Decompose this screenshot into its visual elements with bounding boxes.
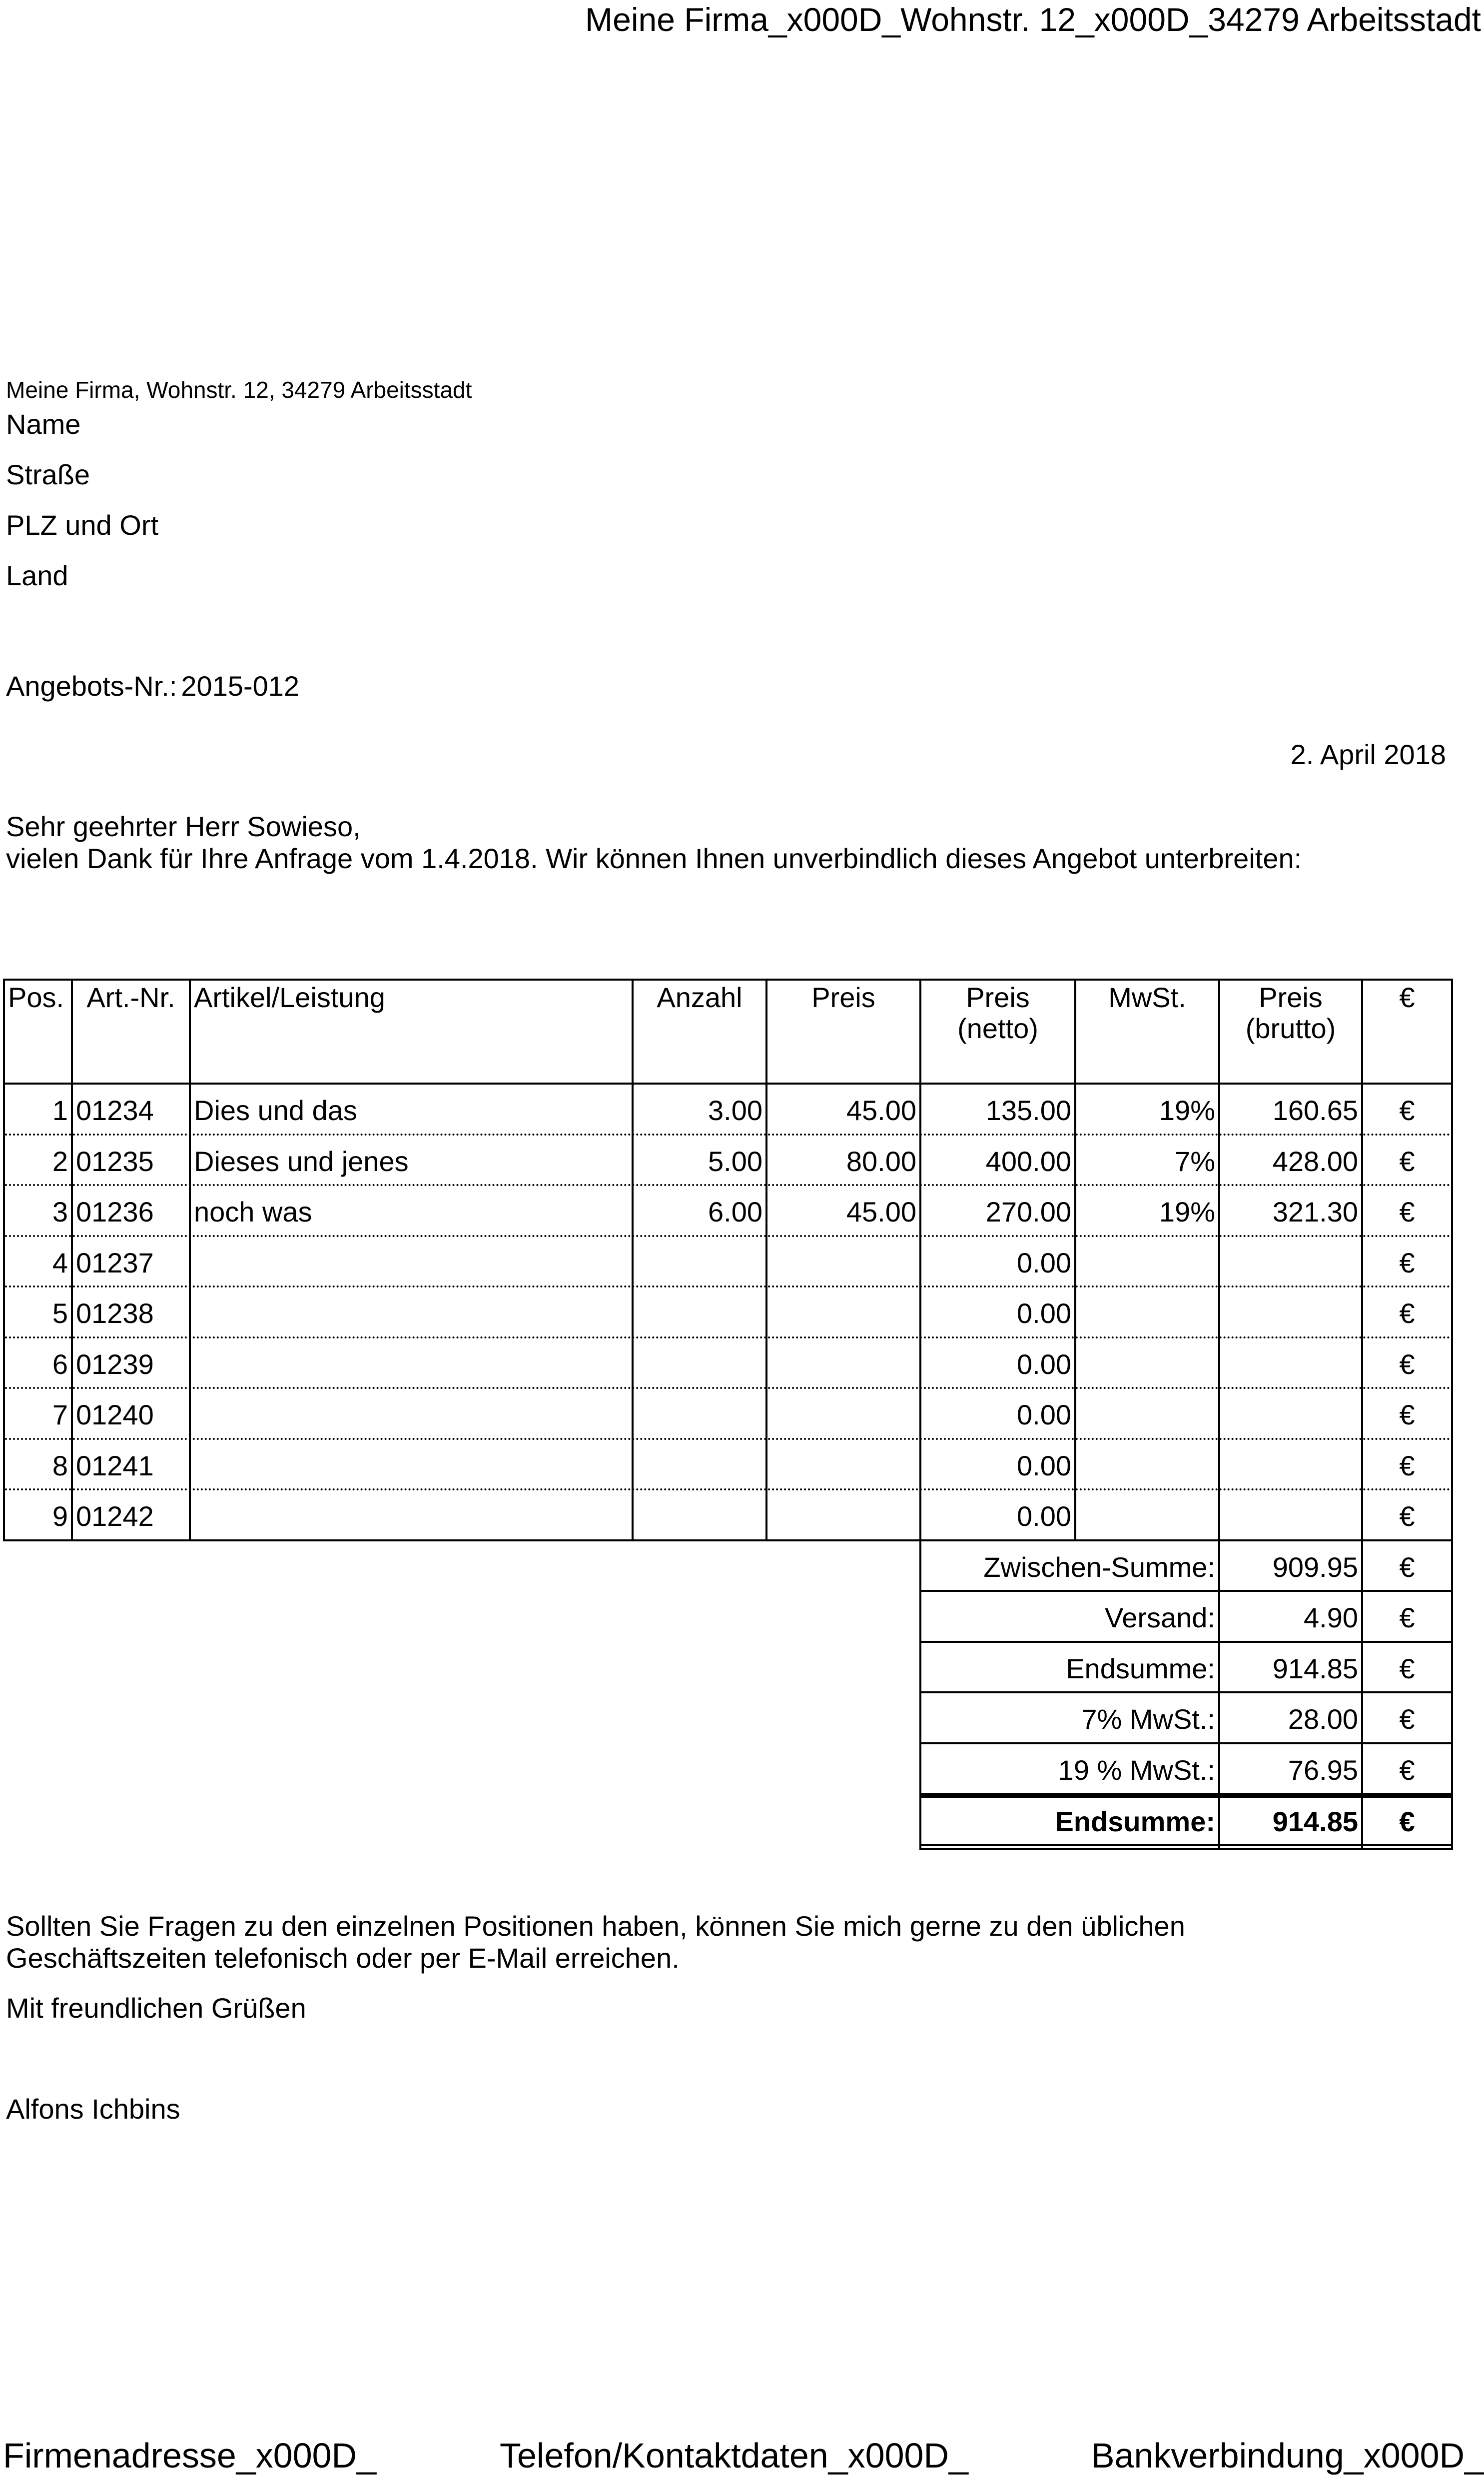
row-separator bbox=[5, 1488, 1451, 1490]
totals-label: Versand: bbox=[1104, 1602, 1215, 1633]
letterhead-company: Meine Firma_x000D_Wohnstr. 12_x000D_34279 Arbeitsstadt bbox=[585, 1, 1481, 38]
grand-total-value: 914.85 bbox=[1272, 1806, 1358, 1837]
totals-value: 4.90 bbox=[1304, 1602, 1358, 1633]
totals-col-divider bbox=[1451, 1539, 1453, 1848]
row-1-vat: 19% bbox=[1159, 1095, 1215, 1126]
header-price: Preis bbox=[811, 982, 875, 1013]
row-6-pos: 6 bbox=[52, 1348, 68, 1380]
closing-line-2: Geschäftszeiten telefonisch oder per E-Mail erreichen. bbox=[6, 1942, 680, 1974]
header-pos: Pos. bbox=[8, 982, 64, 1013]
grand-total-bottom-rule-2 bbox=[919, 1848, 1453, 1850]
table-col-divider bbox=[189, 979, 191, 1541]
totals-value: 28.00 bbox=[1288, 1703, 1358, 1735]
row-separator bbox=[5, 1134, 1451, 1136]
totals-currency: € bbox=[1399, 1703, 1415, 1735]
recipient-country: Land bbox=[6, 560, 68, 591]
row-separator bbox=[5, 1387, 1451, 1389]
row-1-qty: 3.00 bbox=[708, 1095, 762, 1126]
row-separator bbox=[5, 1184, 1451, 1186]
header-vat: MwSt. bbox=[1108, 982, 1186, 1013]
totals-value: 909.95 bbox=[1272, 1551, 1358, 1583]
row-6-art: 01239 bbox=[76, 1348, 154, 1380]
row-6-cur: € bbox=[1399, 1348, 1415, 1380]
totals-label: 19 % MwSt.: bbox=[1058, 1754, 1215, 1786]
table-col-divider bbox=[632, 979, 634, 1541]
signature: Alfons Ichbins bbox=[6, 2093, 180, 2125]
table-col-divider bbox=[1218, 979, 1220, 1541]
intro-text: vielen Dank für Ihre Anfrage vom 1.4.2018. Wir können Ihnen unverbindlich dieses Angebot unterbreiten: bbox=[6, 843, 1302, 874]
totals-col-divider bbox=[919, 1539, 921, 1848]
row-5-cur: € bbox=[1399, 1297, 1415, 1329]
row-1-gross: 160.65 bbox=[1272, 1095, 1358, 1126]
row-3-price: 45.00 bbox=[846, 1196, 916, 1228]
row-1-art: 01234 bbox=[76, 1095, 154, 1126]
grand-total-bottom-rule bbox=[919, 1844, 1453, 1846]
header-item: Artikel/Leistung bbox=[194, 982, 385, 1013]
row-5-pos: 5 bbox=[52, 1297, 68, 1329]
row-6-net: 0.00 bbox=[1017, 1348, 1071, 1380]
footer-address: Firmenadresse_x000D_ bbox=[3, 2436, 377, 2475]
row-2-pos: 2 bbox=[52, 1145, 68, 1177]
header-cur: € bbox=[1399, 982, 1415, 1013]
row-1-item: Dies und das bbox=[194, 1095, 357, 1126]
row-4-net: 0.00 bbox=[1017, 1246, 1071, 1278]
row-4-art: 01237 bbox=[76, 1246, 154, 1278]
row-4-pos: 4 bbox=[52, 1246, 68, 1278]
row-1-pos: 1 bbox=[52, 1095, 68, 1126]
row-separator bbox=[5, 1235, 1451, 1237]
grand-total-currency: € bbox=[1399, 1806, 1415, 1837]
totals-currency: € bbox=[1399, 1551, 1415, 1583]
totals-value: 914.85 bbox=[1272, 1652, 1358, 1684]
row-8-art: 01241 bbox=[76, 1449, 154, 1481]
table-col-divider bbox=[1451, 979, 1453, 1541]
row-9-pos: 9 bbox=[52, 1500, 68, 1532]
row-1-net: 135.00 bbox=[985, 1095, 1071, 1126]
totals-label: Endsumme: bbox=[1066, 1652, 1215, 1684]
header-gross: Preis bbox=[1259, 982, 1323, 1013]
totals-separator bbox=[919, 1641, 1453, 1643]
grand-total-top-rule bbox=[919, 1793, 1453, 1798]
offer-number-line bbox=[6, 670, 299, 703]
totals-separator bbox=[919, 1691, 1453, 1693]
header-net-line2: (netto) bbox=[957, 1013, 1038, 1044]
totals-col-divider bbox=[1218, 1539, 1220, 1848]
row-9-art: 01242 bbox=[76, 1500, 154, 1532]
totals-separator bbox=[919, 1590, 1453, 1592]
sender-line: Meine Firma, Wohnstr. 12, 34279 Arbeitsstadt bbox=[6, 377, 472, 403]
totals-currency: € bbox=[1399, 1602, 1415, 1633]
totals-currency: € bbox=[1399, 1754, 1415, 1786]
salutation: Sehr geehrter Herr Sowieso, bbox=[6, 811, 361, 842]
totals-label: 7% MwSt.: bbox=[1081, 1703, 1215, 1735]
row-7-cur: € bbox=[1399, 1399, 1415, 1430]
totals-label: Zwischen-Summe: bbox=[983, 1551, 1215, 1583]
totals-value: 76.95 bbox=[1288, 1754, 1358, 1786]
header-qty: Anzahl bbox=[657, 982, 742, 1013]
table-header-border bbox=[3, 1083, 1453, 1085]
table-border-top bbox=[3, 979, 1453, 981]
row-5-art: 01238 bbox=[76, 1297, 154, 1329]
footer-bank: Bankverbindung_x000D_ bbox=[1091, 2436, 1484, 2475]
header-net: Preis bbox=[966, 982, 1030, 1013]
row-5-net: 0.00 bbox=[1017, 1297, 1071, 1329]
table-col-divider bbox=[1074, 979, 1076, 1541]
row-separator bbox=[5, 1438, 1451, 1440]
grand-total-label: Endsumme: bbox=[1055, 1806, 1215, 1837]
row-2-item: Dieses und jenes bbox=[194, 1145, 409, 1177]
row-7-pos: 7 bbox=[52, 1399, 68, 1430]
row-3-gross: 321.30 bbox=[1272, 1196, 1358, 1228]
row-4-cur: € bbox=[1399, 1246, 1415, 1278]
table-col-divider bbox=[765, 979, 767, 1541]
row-7-art: 01240 bbox=[76, 1399, 154, 1430]
row-3-net: 270.00 bbox=[985, 1196, 1071, 1228]
row-3-cur: € bbox=[1399, 1196, 1415, 1228]
row-3-pos: 3 bbox=[52, 1196, 68, 1228]
closing-line-1: Sollten Sie Fragen zu den einzelnen Positionen haben, können Sie mich gerne zu den üblichen bbox=[6, 1910, 1185, 1942]
row-3-item: noch was bbox=[194, 1196, 312, 1228]
row-2-price: 80.00 bbox=[846, 1145, 916, 1177]
totals-currency: € bbox=[1399, 1652, 1415, 1684]
row-2-art: 01235 bbox=[76, 1145, 154, 1177]
offer-number: 2015-012 bbox=[181, 670, 300, 702]
row-8-cur: € bbox=[1399, 1449, 1415, 1481]
totals-col-divider bbox=[1361, 1539, 1363, 1848]
row-separator bbox=[5, 1285, 1451, 1287]
row-separator bbox=[5, 1336, 1451, 1338]
row-2-vat: 7% bbox=[1175, 1145, 1215, 1177]
footer-contact: Telefon/Kontaktdaten_x000D_ bbox=[500, 2436, 968, 2475]
header-art: Art.-Nr. bbox=[86, 982, 175, 1013]
row-8-pos: 8 bbox=[52, 1449, 68, 1481]
row-3-qty: 6.00 bbox=[708, 1196, 762, 1228]
offer-date: 2. April 2018 bbox=[1290, 739, 1446, 770]
closing-greeting: Mit freundlichen Grüßen bbox=[6, 1992, 306, 2024]
row-7-net: 0.00 bbox=[1017, 1399, 1071, 1430]
row-2-gross: 428.00 bbox=[1272, 1145, 1358, 1177]
recipient-zip-city: PLZ und Ort bbox=[6, 509, 159, 541]
row-8-net: 0.00 bbox=[1017, 1449, 1071, 1481]
row-3-art: 01236 bbox=[76, 1196, 154, 1228]
row-2-qty: 5.00 bbox=[708, 1145, 762, 1177]
row-3-vat: 19% bbox=[1159, 1196, 1215, 1228]
recipient-name: Name bbox=[6, 408, 81, 440]
row-2-cur: € bbox=[1399, 1145, 1415, 1177]
row-9-net: 0.00 bbox=[1017, 1500, 1071, 1532]
row-1-price: 45.00 bbox=[846, 1095, 916, 1126]
recipient-street: Straße bbox=[6, 459, 90, 490]
row-1-cur: € bbox=[1399, 1095, 1415, 1126]
row-9-cur: € bbox=[1399, 1500, 1415, 1532]
offer-number-label: Angebots-Nr.: bbox=[6, 670, 177, 702]
row-2-net: 400.00 bbox=[985, 1145, 1071, 1177]
offer-table bbox=[3, 979, 1452, 1848]
table-body-border-bottom bbox=[3, 1539, 1453, 1541]
totals-separator bbox=[919, 1742, 1453, 1744]
header-gross-line2: (brutto) bbox=[1245, 1013, 1336, 1044]
